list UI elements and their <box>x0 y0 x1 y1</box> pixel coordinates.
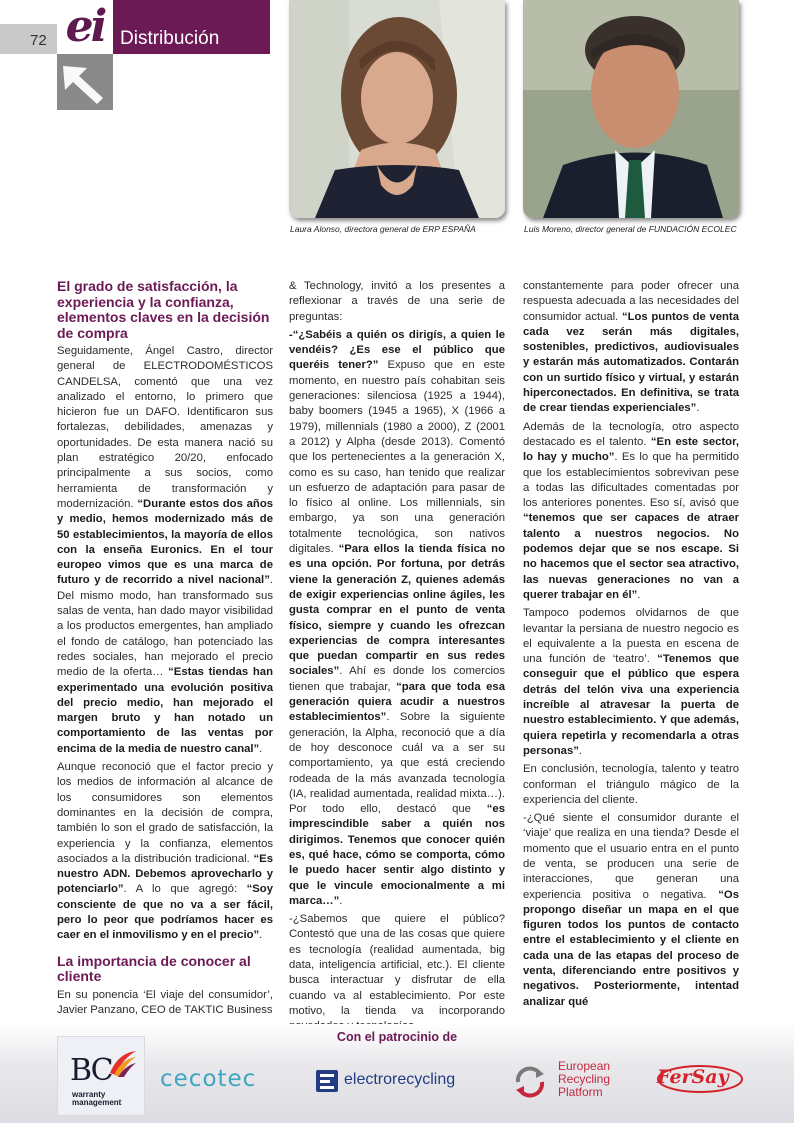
paragraph <box>523 811 739 1010</box>
bold-quote: “Estas tiendas han experimentado una evolución positiva del precio medio, han mejorado el margen bruto y han notado un comportamiento de las ventas por encima de la media de nuestro canal” <box>57 666 273 755</box>
photo-caption: Laura Alonso, directora general de ERP ESPAÑA <box>290 224 476 234</box>
erp-text <box>558 1060 610 1099</box>
page-number: 72 <box>0 24 57 54</box>
text-run: . <box>259 929 263 942</box>
bold-quote: “tenemos que ser capaces de atraer talento a nuestros negocios. No podemos dejar que se nos escape. Si no hacemos que el sector sea atractivo, las nuevas generaciones no van a querer trabajar en él” <box>523 512 739 601</box>
arrow-down-right-icon <box>57 54 113 110</box>
sponsor-title: Con el patrocinio de <box>336 1030 458 1044</box>
text-run: . <box>339 894 343 907</box>
text-run: -¿Qué siente el consumidor durante el ‘viaje’ que realiza en una tienda? Desde el momento que el usuario entra en el punto de venta, se producen una serie de interacciones, que generan una experiencia positiva o negativa. <box>523 812 739 901</box>
bold-quote: “En este sector, lo hay y mucho” <box>523 435 739 464</box>
sponsor-footer <box>0 1024 794 1123</box>
photo-luis-moreno <box>523 0 739 218</box>
bc-sub-management: management <box>72 1098 122 1107</box>
fersay-text: FerSay <box>657 1066 729 1088</box>
bold-quote: “es imprescindible saber a quién nos dirigimos. Tenemos que conocer quién es, qué hace, cómo se comporta, cómo le puedo hacer sentir algo distinto y que le vincule emocionalmente a mi marca…” <box>289 803 505 907</box>
magazine-logo: ei <box>57 0 113 54</box>
text-run: . Del mismo modo, han transformado sus salas de venta, han dado mayor visibilidad a los productos emergentes, han ampliado el fondo de catálogo, han potenciado las redes sociales, han mejorado el precio medio de la oferta… <box>57 574 273 679</box>
electrorecycling-mark-icon <box>314 1068 340 1094</box>
bc-logo-text: BC <box>70 1053 112 1088</box>
bc-sub-warranty: warranty <box>72 1090 106 1099</box>
paragraph <box>523 420 739 604</box>
paragraph <box>57 988 273 1019</box>
bold-quote: “para que toda esa generación quiera acudir a nuestros establecimientos” <box>289 680 505 724</box>
section-heading: El grado de satisfacción, la experiencia y la confianza, elementos claves en la decisión de compra <box>57 278 270 341</box>
paragraph <box>523 279 739 417</box>
erp-word-2: Recycling <box>558 1072 611 1086</box>
bold-quote: “Os propongo diseñar un mapa en el que figuren todos los puntos de contacto entre el establecimiento y el cliente en cada una de las etapas del proceso de venta, diferenciando entre positivos y negativos. Posteriormente, intentad analizar qué <box>523 888 739 1008</box>
section-heading: La importancia de conocer al cliente <box>57 952 251 985</box>
text-run: . <box>578 744 583 757</box>
erp-word-3: Platform <box>558 1085 603 1099</box>
bc-warranty-logo <box>57 1036 145 1116</box>
paragraph <box>289 328 505 909</box>
erp-word-1: European <box>558 1059 611 1073</box>
bold-quote: “Para ellos la tienda física no es una opción. Por fortuna, por detrás viene la generación Z, quienes además de exigir experiencias online ágiles, les gusta comprar en el punto de venta físico, siempre y cuando les ofrezcan experiencias de compra interesantes que puedan compartir en sus redes sociales” <box>289 543 505 678</box>
recycle-icon <box>512 1064 548 1100</box>
bc-logo-subtitle <box>72 1091 121 1107</box>
text-run: . <box>259 742 263 755</box>
bold-quote: “Es nuestro ADN. Debemos aprovecharlo y potenciarlo” <box>57 852 273 896</box>
bold-quote: “Durante estos dos años y medio, hemos modernizado más de 50 establecimientos, la mayoría de ellos con la enseña Euronics. En el tour europeo vimos que es una marca de futuro y de recorrido a nivel nacional” <box>57 497 273 587</box>
text-run: . <box>696 402 700 415</box>
text-run: Tampoco podemos olvidarnos de que levantar la persiana de nuestro negocio es el equivalente a la puesta en escena de una función de ‘teatro’. <box>523 607 739 666</box>
text-run: -¿Sabemos que quiere el público? Contestó que una de las cosas que quiere es tecnología (realidad aumentada, big data, inteligencia artificial, etc.). El cliente busca interactuar y disfrutar de ella cuando va al establecimiento. Por este motivo, la tienda va incorporando <box>289 913 505 1017</box>
photo-laura-alonso <box>289 0 505 218</box>
text-run: . A lo que agregó: <box>123 883 247 896</box>
swoosh-icon <box>108 1049 138 1079</box>
paragraph <box>523 606 739 759</box>
text-run: constantemente para poder ofrecer una respuesta adecuada a las necesidades del consumidor actual. <box>523 280 739 323</box>
section-title: Distribución <box>120 28 220 49</box>
bold-quote: “Soy consciente de que no va a ser fácil, pero lo peor que podríamos hacer es caer en el inmovilismo y en el precio” <box>57 883 273 942</box>
erp-logo <box>512 1060 642 1110</box>
cecotec-logo: cecotec <box>160 1066 257 1092</box>
text-run: . Ahí es donde los comercios tienen que trabajar, <box>289 665 505 693</box>
text-run: En su ponencia ‘El viaje del consumidor’, Javier Panzano, CEO de TAKTIC Business <box>57 988 273 1016</box>
bold-quote: “Tenemos que conseguir que el público que espera detrás del telón viva una experiencia increíble al atravesar la puerta de nuestro establecimiento. Y que además, quiera repetirla y recomendarla a otras personas” <box>523 653 739 757</box>
article-column-2 <box>289 279 505 1038</box>
bold-quote: “Los puntos de venta cada vez serán más digitales, sostenibles, predictivos, audiovisuales y estarán más automatizados. Contarán con un surtido físico y virtual, y estarán hiperconectados. En definitiva, se trata de crear tiendas experienciales” <box>523 310 739 415</box>
text-run: . Es lo que ha permitido que los establecimientos sobrevivan pese a todas las dificultades comentadas por los anteriores ponentes. Eso sí, avisó que <box>523 451 739 510</box>
text-run: . Sobre la siguiente generación, la Alpha, reconoció que a día de hoy desconoce cuál va a ser su comportamiento, ya que está creciendo rodeada de la más avanzada tecnología (IA, realidad aumentada, realidad mixta…). Por todo ello, destacó que <box>289 711 505 816</box>
paragraph <box>57 760 273 944</box>
paragraph <box>289 912 505 1034</box>
article-column-3 <box>523 279 739 1013</box>
text-run: Seguidamente, Ángel Castro, director general de ELECTRODOMÉSTICOS CANDELSA, comentó que una vez analizado el entorno, lo primero que hicieron fue un DAFO. Identificaron sus fortalezas, debilidades, amenazas y oportunidades. De esta manera nació su plan estratégico 20/20, enfocado principalmente a sus socios, como herramienta de transformación y modernización. <box>57 345 273 510</box>
paragraph <box>289 279 505 325</box>
paragraph <box>57 344 273 757</box>
photo-caption: Luis Moreno, director general de FUNDACIÓN ECOLEC <box>524 224 737 234</box>
text-run: Además de la tecnología, otro aspecto destacado es el talento. <box>523 420 739 448</box>
text-run: Expuso que en este momento, en nuestro país cohabitan seis generaciones: silenciosa (1925 a 1944), baby boomers (1945 a 1965), X (1966 a 1979), millennials (1980 a 2000), Z (2001 a 2012) y Alpha (desde 2013). Comentó que los pertenecientes a la generación X, como es su caso, han tenido que realizar un esfuerzo de adaptación para pasar de lo físico al online. Los millennials, sin embargo, ya son una generación totalmente tecnológica, son nativos digitales. <box>289 359 505 556</box>
fersay-logo <box>655 1062 745 1096</box>
text-run: . <box>637 588 641 601</box>
text-run: & Technology, invitó a los presentes a reflexionar a través de una serie de preguntas: <box>289 280 505 323</box>
text-run: Aunque reconoció que el factor precio y los medios de información al alcance de los consumidores son elementos dominantes en la decisión de compra, también lo son el grado de satisfacción, la experiencia y la confianza, elementos asociados a la distribución tradicional. <box>57 761 273 865</box>
electrorecycling-text: electrorecycling <box>344 1071 456 1088</box>
article-column-1 <box>57 279 273 1021</box>
bold-quote: -“¿Sabéis a quién os dirigís, a quien le vendéis? ¿Es ese el público que queréis tener?” <box>289 328 505 372</box>
text-run: En conclusión, tecnología, talento y teatro conforman el triángulo mágico de la experiencia del cliente. <box>523 763 739 806</box>
section-header <box>113 0 270 54</box>
paragraph <box>523 762 739 808</box>
